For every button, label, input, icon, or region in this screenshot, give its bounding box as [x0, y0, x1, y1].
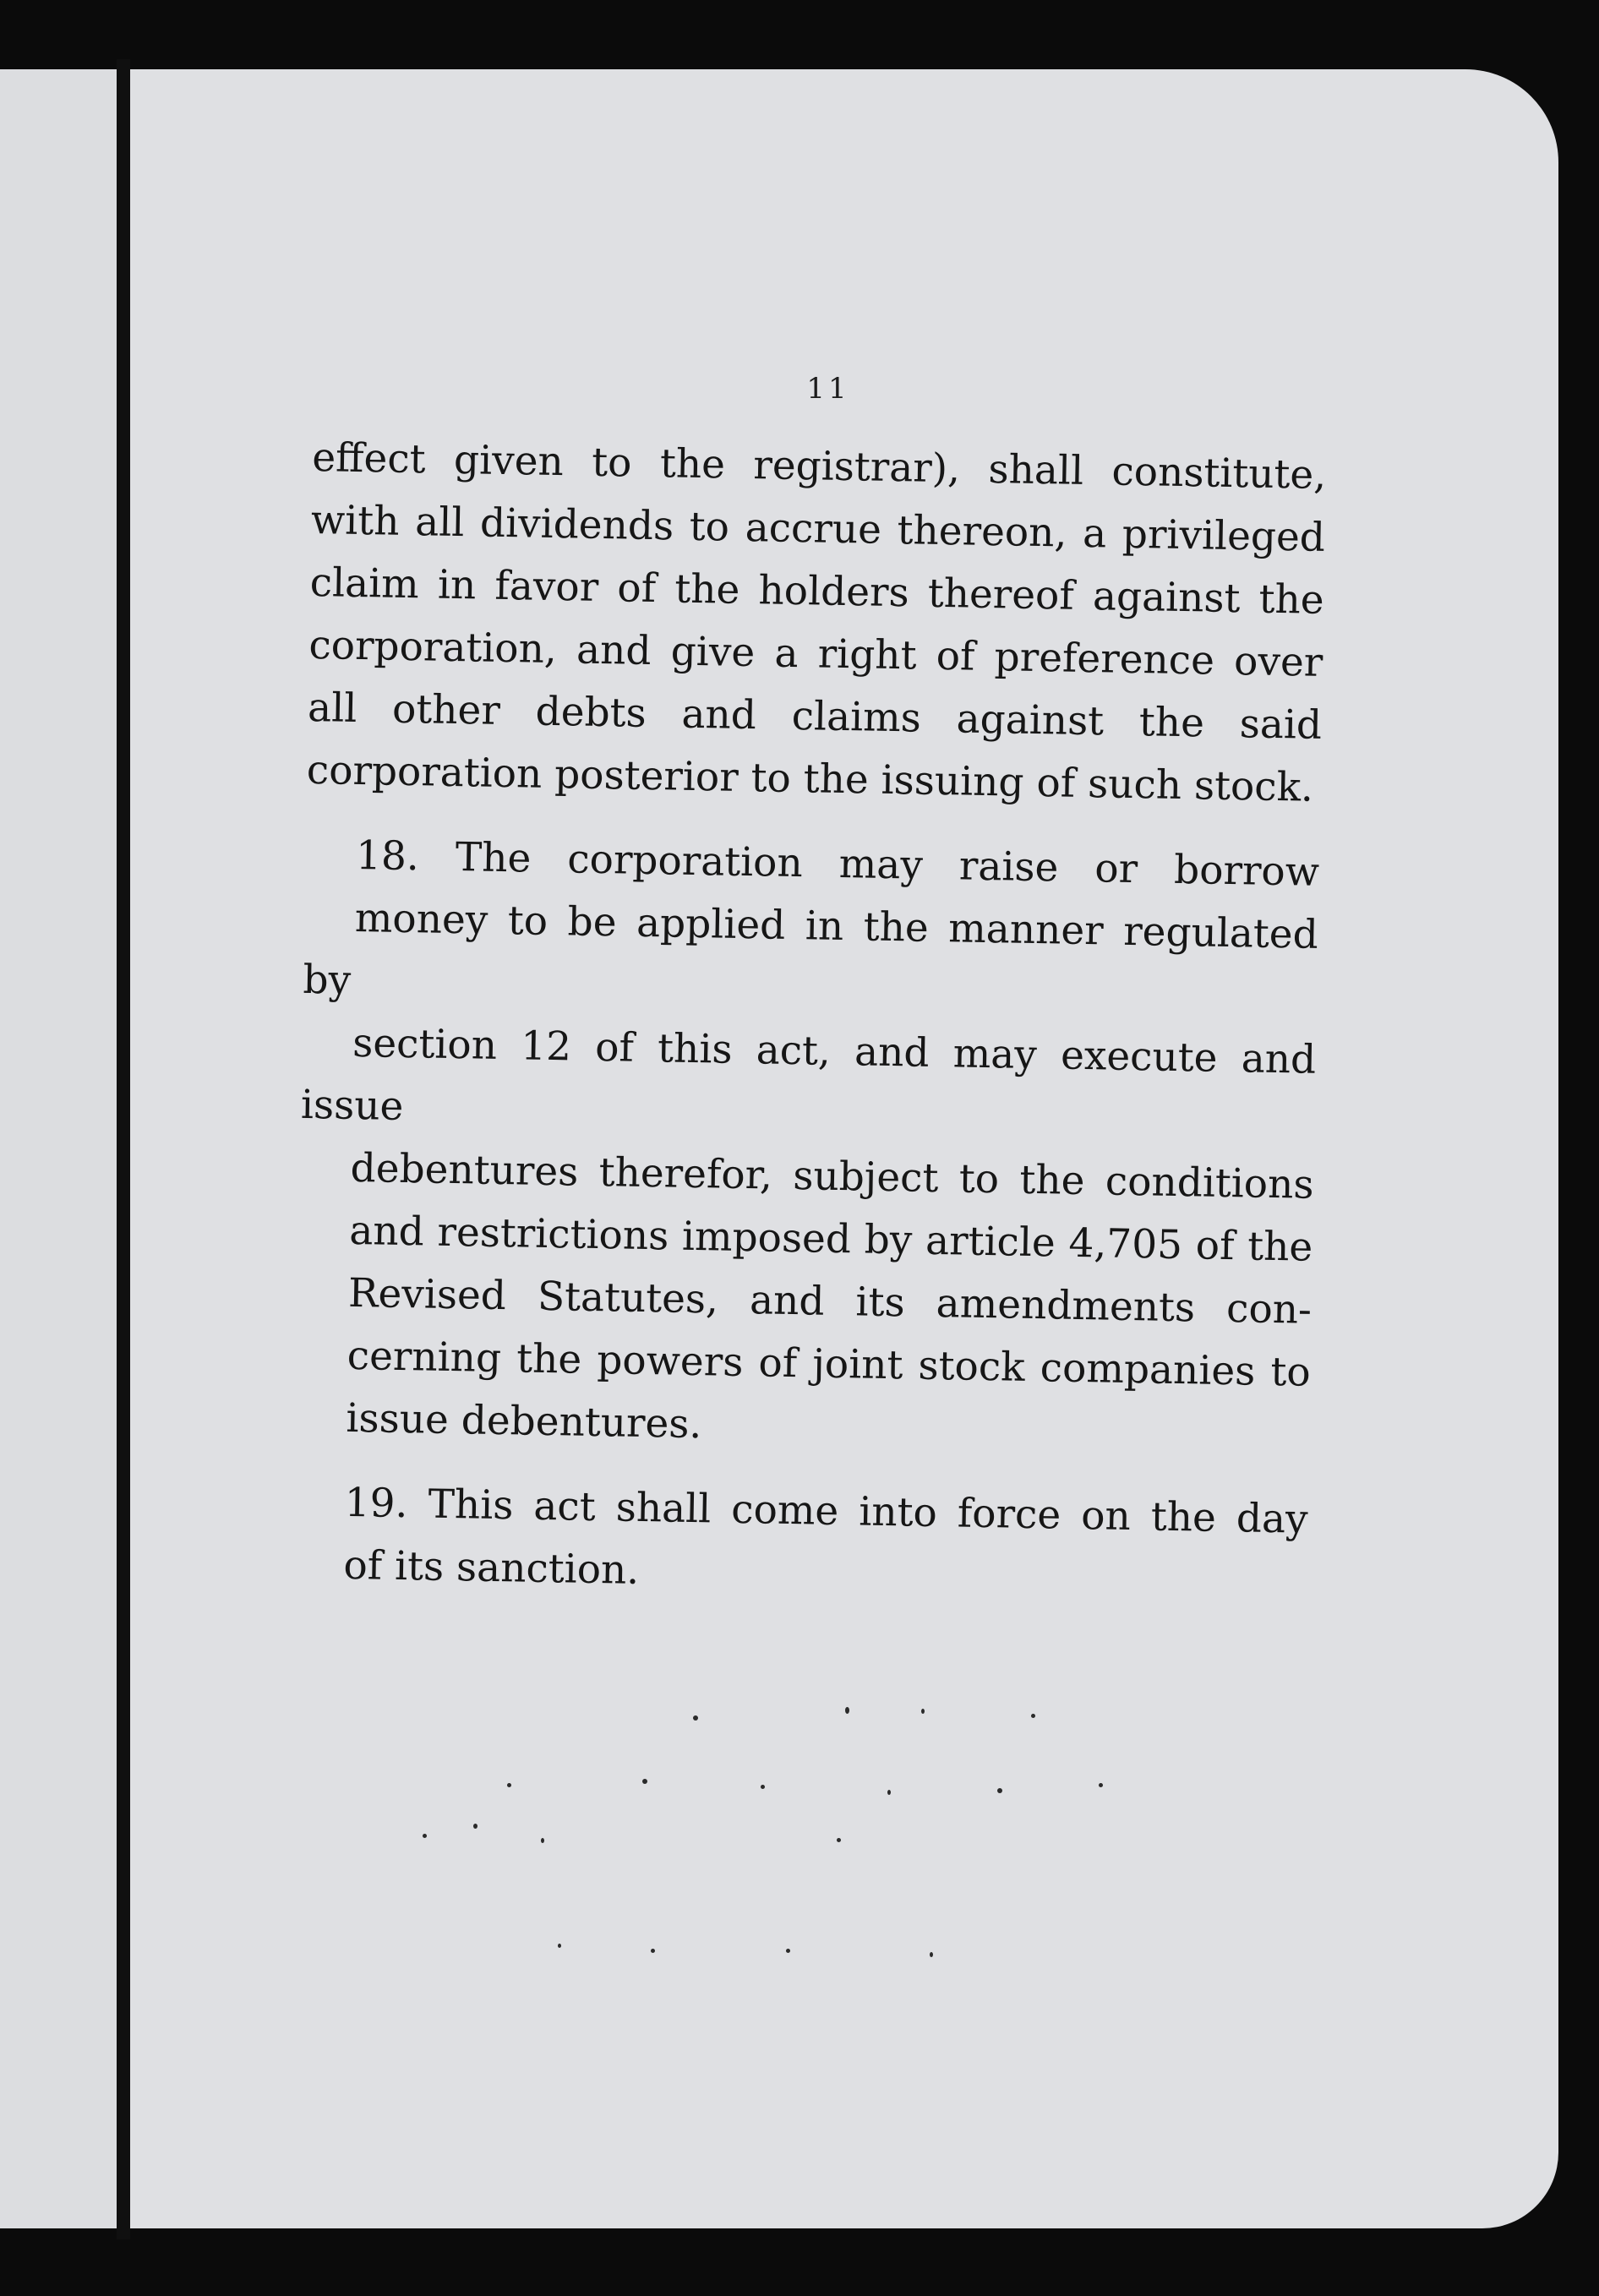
- text-line: 19. This act shall come into force on the day: [344, 1479, 1309, 1543]
- text-line: debentures therefor, subject to the conditions: [350, 1144, 1315, 1208]
- text-line: Revised Statutes, and its amendments con-: [347, 1269, 1312, 1333]
- text-line: of its sanction.: [343, 1541, 640, 1594]
- text-line: issue debentures.: [346, 1394, 702, 1448]
- faded-ink-specks: [389, 1690, 1234, 1994]
- page-number: 11: [806, 372, 850, 406]
- paragraph-section-18: [295, 824, 1320, 1467]
- text-line: corporation, and give a right of preference over: [308, 621, 1323, 686]
- left-page-edge: [0, 69, 117, 2228]
- text-line: claim in favor of the holders thereof against the: [309, 559, 1325, 624]
- paragraph-continuation: [306, 427, 1327, 820]
- text-line: 18. The corporation may raise or borrow: [355, 832, 1320, 896]
- book-gutter: [117, 59, 130, 2239]
- body-text: [292, 427, 1326, 1636]
- text-line: all other debts and claims against the said: [307, 684, 1323, 749]
- text-line: effect given to the registrar), shall constitute,: [311, 434, 1327, 499]
- text-line: corporation posterior to the issuing of such stock.: [306, 746, 1314, 811]
- paragraph-section-19: [292, 1471, 1308, 1614]
- text-line: money to be applied in the manner regulated by: [303, 894, 1319, 1004]
- text-line: and restrictions imposed by article 4,705 of the: [348, 1207, 1313, 1271]
- text-line: section 12 of this act, and may execute and issue: [300, 1019, 1317, 1130]
- text-line: with all dividends to accrue thereon, a privileged: [310, 496, 1326, 561]
- text-line: cerning the powers of joint stock companies to: [347, 1332, 1312, 1396]
